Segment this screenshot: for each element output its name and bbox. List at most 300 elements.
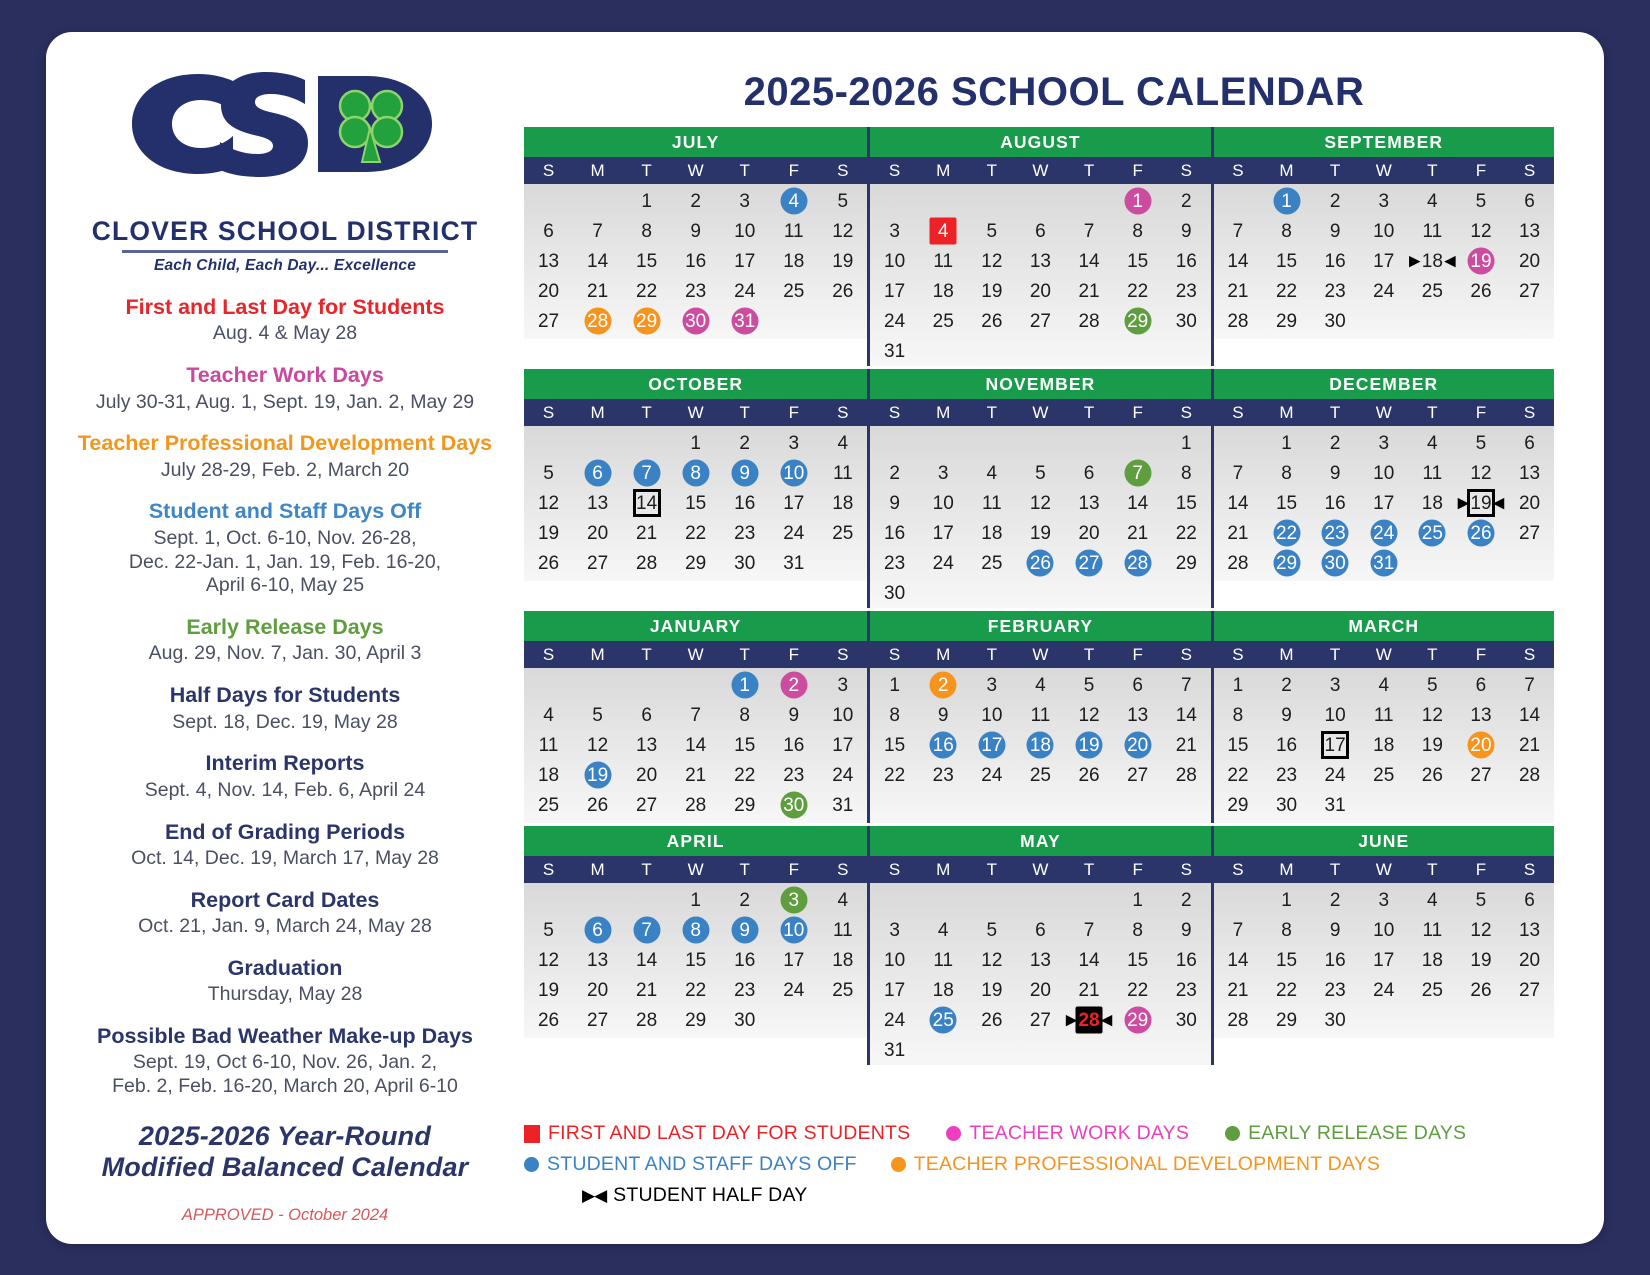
- day-cell[interactable]: [1214, 760, 1263, 790]
- day-cell[interactable]: [1505, 760, 1554, 790]
- day-cell[interactable]: [1162, 458, 1211, 488]
- day-cell[interactable]: [1311, 246, 1360, 276]
- day-cell[interactable]: [1359, 548, 1408, 578]
- day-cell[interactable]: [720, 885, 769, 915]
- day-cell[interactable]: [1505, 186, 1554, 216]
- day-cell[interactable]: [769, 790, 818, 820]
- day-cell[interactable]: [1113, 975, 1162, 1005]
- day-cell[interactable]: [1408, 975, 1457, 1005]
- day-cell[interactable]: [1457, 730, 1506, 760]
- day-cell[interactable]: [870, 216, 919, 246]
- day-cell[interactable]: [919, 518, 968, 548]
- day-cell[interactable]: [622, 700, 671, 730]
- day-cell[interactable]: [968, 276, 1017, 306]
- day-cell[interactable]: [968, 915, 1017, 945]
- day-cell[interactable]: [573, 518, 622, 548]
- day-cell[interactable]: [671, 730, 720, 760]
- day-cell[interactable]: [1505, 915, 1554, 945]
- day-cell[interactable]: [1505, 885, 1554, 915]
- day-cell[interactable]: [818, 276, 867, 306]
- day-cell[interactable]: [720, 276, 769, 306]
- day-cell[interactable]: [1065, 730, 1114, 760]
- day-cell[interactable]: [1113, 246, 1162, 276]
- day-cell[interactable]: [1311, 216, 1360, 246]
- day-cell[interactable]: [1262, 186, 1311, 216]
- day-cell[interactable]: [919, 548, 968, 578]
- day-cell[interactable]: [870, 578, 919, 608]
- day-cell[interactable]: [1016, 730, 1065, 760]
- day-cell[interactable]: [818, 518, 867, 548]
- day-cell[interactable]: [524, 458, 573, 488]
- day-cell[interactable]: [1065, 975, 1114, 1005]
- day-cell[interactable]: [1214, 458, 1263, 488]
- day-cell[interactable]: [524, 246, 573, 276]
- day-cell[interactable]: [1113, 915, 1162, 945]
- day-cell[interactable]: [1113, 1005, 1162, 1035]
- day-cell[interactable]: [1359, 700, 1408, 730]
- day-cell[interactable]: [1457, 885, 1506, 915]
- day-cell[interactable]: [919, 670, 968, 700]
- day-cell[interactable]: [1457, 760, 1506, 790]
- day-cell[interactable]: [1214, 730, 1263, 760]
- day-cell[interactable]: [1311, 428, 1360, 458]
- day-cell[interactable]: [573, 276, 622, 306]
- day-cell[interactable]: [968, 670, 1017, 700]
- day-cell[interactable]: [1457, 670, 1506, 700]
- day-cell[interactable]: [1457, 246, 1506, 276]
- day-cell[interactable]: [919, 458, 968, 488]
- day-cell[interactable]: [1162, 670, 1211, 700]
- day-cell[interactable]: [870, 246, 919, 276]
- day-cell[interactable]: [1016, 458, 1065, 488]
- day-cell[interactable]: [870, 670, 919, 700]
- day-cell[interactable]: [622, 945, 671, 975]
- day-cell[interactable]: [671, 186, 720, 216]
- day-cell[interactable]: [968, 488, 1017, 518]
- day-cell[interactable]: [1359, 915, 1408, 945]
- day-cell[interactable]: [818, 670, 867, 700]
- day-cell[interactable]: [671, 246, 720, 276]
- day-cell[interactable]: [720, 306, 769, 336]
- day-cell[interactable]: [919, 1005, 968, 1035]
- day-cell[interactable]: [1262, 488, 1311, 518]
- day-cell[interactable]: [1016, 945, 1065, 975]
- day-cell[interactable]: [1359, 885, 1408, 915]
- day-cell[interactable]: [870, 975, 919, 1005]
- day-cell[interactable]: [818, 428, 867, 458]
- day-cell[interactable]: [919, 975, 968, 1005]
- day-cell[interactable]: [1113, 276, 1162, 306]
- day-cell[interactable]: [1162, 548, 1211, 578]
- day-cell[interactable]: [1065, 548, 1114, 578]
- day-cell[interactable]: [1457, 700, 1506, 730]
- day-cell[interactable]: [1311, 790, 1360, 820]
- day-cell[interactable]: [919, 488, 968, 518]
- day-cell[interactable]: [1113, 548, 1162, 578]
- day-cell[interactable]: [818, 885, 867, 915]
- day-cell[interactable]: [1065, 1005, 1114, 1035]
- day-cell[interactable]: [671, 975, 720, 1005]
- day-cell[interactable]: [1214, 700, 1263, 730]
- day-cell[interactable]: [524, 216, 573, 246]
- day-cell[interactable]: [1016, 216, 1065, 246]
- day-cell[interactable]: [769, 186, 818, 216]
- day-cell[interactable]: [769, 216, 818, 246]
- day-cell[interactable]: [769, 760, 818, 790]
- day-cell[interactable]: [720, 730, 769, 760]
- day-cell[interactable]: [769, 458, 818, 488]
- day-cell[interactable]: [818, 216, 867, 246]
- day-cell[interactable]: [1113, 186, 1162, 216]
- day-cell[interactable]: [769, 428, 818, 458]
- day-cell[interactable]: [622, 790, 671, 820]
- day-cell[interactable]: [622, 975, 671, 1005]
- day-cell[interactable]: [1359, 458, 1408, 488]
- day-cell[interactable]: [1113, 458, 1162, 488]
- day-cell[interactable]: [622, 488, 671, 518]
- day-cell[interactable]: [1162, 306, 1211, 336]
- day-cell[interactable]: [968, 975, 1017, 1005]
- day-cell[interactable]: [622, 306, 671, 336]
- day-cell[interactable]: [818, 246, 867, 276]
- day-cell[interactable]: [818, 186, 867, 216]
- day-cell[interactable]: [1113, 945, 1162, 975]
- day-cell[interactable]: [1359, 975, 1408, 1005]
- day-cell[interactable]: [818, 945, 867, 975]
- day-cell[interactable]: [524, 306, 573, 336]
- day-cell[interactable]: [1065, 216, 1114, 246]
- day-cell[interactable]: [524, 730, 573, 760]
- day-cell[interactable]: [919, 276, 968, 306]
- day-cell[interactable]: [1162, 216, 1211, 246]
- day-cell[interactable]: [1457, 975, 1506, 1005]
- day-cell[interactable]: [524, 975, 573, 1005]
- day-cell[interactable]: [622, 518, 671, 548]
- day-cell[interactable]: [919, 700, 968, 730]
- day-cell[interactable]: [1408, 670, 1457, 700]
- day-cell[interactable]: [1359, 945, 1408, 975]
- day-cell[interactable]: [1505, 945, 1554, 975]
- day-cell[interactable]: [870, 760, 919, 790]
- day-cell[interactable]: [818, 975, 867, 1005]
- day-cell[interactable]: [622, 548, 671, 578]
- day-cell[interactable]: [720, 216, 769, 246]
- day-cell[interactable]: [1162, 428, 1211, 458]
- day-cell[interactable]: [1065, 760, 1114, 790]
- day-cell[interactable]: [769, 246, 818, 276]
- day-cell[interactable]: [1262, 915, 1311, 945]
- day-cell[interactable]: [671, 945, 720, 975]
- day-cell[interactable]: [818, 488, 867, 518]
- day-cell[interactable]: [671, 276, 720, 306]
- day-cell[interactable]: [1408, 186, 1457, 216]
- day-cell[interactable]: [622, 730, 671, 760]
- day-cell[interactable]: [1505, 518, 1554, 548]
- day-cell[interactable]: [1311, 276, 1360, 306]
- day-cell[interactable]: [1016, 915, 1065, 945]
- day-cell[interactable]: [1359, 428, 1408, 458]
- day-cell[interactable]: [1214, 945, 1263, 975]
- day-cell[interactable]: [1016, 518, 1065, 548]
- day-cell[interactable]: [1113, 306, 1162, 336]
- day-cell[interactable]: [524, 760, 573, 790]
- day-cell[interactable]: [720, 790, 769, 820]
- day-cell[interactable]: [1262, 1005, 1311, 1035]
- day-cell[interactable]: [1162, 276, 1211, 306]
- day-cell[interactable]: [1016, 306, 1065, 336]
- day-cell[interactable]: [720, 700, 769, 730]
- day-cell[interactable]: [573, 216, 622, 246]
- day-cell[interactable]: [870, 276, 919, 306]
- day-cell[interactable]: [1359, 246, 1408, 276]
- day-cell[interactable]: [1162, 246, 1211, 276]
- day-cell[interactable]: [1113, 216, 1162, 246]
- day-cell[interactable]: [1162, 760, 1211, 790]
- day-cell[interactable]: [573, 700, 622, 730]
- day-cell[interactable]: [1214, 518, 1263, 548]
- day-cell[interactable]: [1214, 488, 1263, 518]
- day-cell[interactable]: [622, 186, 671, 216]
- day-cell[interactable]: [524, 1005, 573, 1035]
- day-cell[interactable]: [524, 518, 573, 548]
- day-cell[interactable]: [1113, 730, 1162, 760]
- day-cell[interactable]: [524, 548, 573, 578]
- day-cell[interactable]: [769, 518, 818, 548]
- day-cell[interactable]: [1214, 1005, 1263, 1035]
- day-cell[interactable]: [622, 216, 671, 246]
- day-cell[interactable]: [1311, 730, 1360, 760]
- day-cell[interactable]: [1065, 945, 1114, 975]
- day-cell[interactable]: [1505, 216, 1554, 246]
- day-cell[interactable]: [1359, 216, 1408, 246]
- day-cell[interactable]: [671, 548, 720, 578]
- day-cell[interactable]: [1016, 548, 1065, 578]
- day-cell[interactable]: [720, 670, 769, 700]
- day-cell[interactable]: [870, 700, 919, 730]
- day-cell[interactable]: [671, 700, 720, 730]
- day-cell[interactable]: [1262, 700, 1311, 730]
- day-cell[interactable]: [1214, 216, 1263, 246]
- day-cell[interactable]: [1408, 246, 1457, 276]
- day-cell[interactable]: [1214, 246, 1263, 276]
- day-cell[interactable]: [1262, 518, 1311, 548]
- day-cell[interactable]: [1262, 428, 1311, 458]
- day-cell[interactable]: [1016, 488, 1065, 518]
- day-cell[interactable]: [1505, 975, 1554, 1005]
- day-cell[interactable]: [1262, 458, 1311, 488]
- day-cell[interactable]: [1311, 548, 1360, 578]
- day-cell[interactable]: [919, 760, 968, 790]
- day-cell[interactable]: [1162, 730, 1211, 760]
- day-cell[interactable]: [1311, 458, 1360, 488]
- day-cell[interactable]: [1262, 306, 1311, 336]
- day-cell[interactable]: [1457, 186, 1506, 216]
- day-cell[interactable]: [870, 458, 919, 488]
- day-cell[interactable]: [573, 458, 622, 488]
- day-cell[interactable]: [1162, 885, 1211, 915]
- day-cell[interactable]: [1162, 1005, 1211, 1035]
- day-cell[interactable]: [870, 945, 919, 975]
- day-cell[interactable]: [1311, 945, 1360, 975]
- day-cell[interactable]: [769, 700, 818, 730]
- day-cell[interactable]: [1359, 670, 1408, 700]
- day-cell[interactable]: [1214, 276, 1263, 306]
- day-cell[interactable]: [870, 488, 919, 518]
- day-cell[interactable]: [769, 488, 818, 518]
- day-cell[interactable]: [671, 915, 720, 945]
- day-cell[interactable]: [1214, 915, 1263, 945]
- day-cell[interactable]: [1262, 945, 1311, 975]
- day-cell[interactable]: [1505, 246, 1554, 276]
- day-cell[interactable]: [720, 186, 769, 216]
- day-cell[interactable]: [870, 915, 919, 945]
- day-cell[interactable]: [671, 1005, 720, 1035]
- day-cell[interactable]: [1408, 518, 1457, 548]
- day-cell[interactable]: [1408, 276, 1457, 306]
- day-cell[interactable]: [1505, 488, 1554, 518]
- day-cell[interactable]: [671, 216, 720, 246]
- day-cell[interactable]: [524, 700, 573, 730]
- day-cell[interactable]: [1457, 458, 1506, 488]
- day-cell[interactable]: [622, 1005, 671, 1035]
- day-cell[interactable]: [1065, 306, 1114, 336]
- day-cell[interactable]: [671, 428, 720, 458]
- day-cell[interactable]: [1162, 186, 1211, 216]
- day-cell[interactable]: [1359, 760, 1408, 790]
- day-cell[interactable]: [524, 276, 573, 306]
- day-cell[interactable]: [1016, 276, 1065, 306]
- day-cell[interactable]: [524, 945, 573, 975]
- day-cell[interactable]: [1311, 975, 1360, 1005]
- day-cell[interactable]: [1408, 216, 1457, 246]
- day-cell[interactable]: [1262, 730, 1311, 760]
- day-cell[interactable]: [1214, 548, 1263, 578]
- day-cell[interactable]: [1214, 306, 1263, 336]
- day-cell[interactable]: [720, 975, 769, 1005]
- day-cell[interactable]: [573, 548, 622, 578]
- day-cell[interactable]: [573, 945, 622, 975]
- day-cell[interactable]: [622, 246, 671, 276]
- day-cell[interactable]: [1311, 1005, 1360, 1035]
- day-cell[interactable]: [870, 306, 919, 336]
- day-cell[interactable]: [968, 216, 1017, 246]
- day-cell[interactable]: [769, 885, 818, 915]
- day-cell[interactable]: [1262, 790, 1311, 820]
- day-cell[interactable]: [1311, 885, 1360, 915]
- day-cell[interactable]: [968, 1005, 1017, 1035]
- day-cell[interactable]: [1505, 428, 1554, 458]
- day-cell[interactable]: [573, 915, 622, 945]
- day-cell[interactable]: [818, 700, 867, 730]
- day-cell[interactable]: [720, 246, 769, 276]
- day-cell[interactable]: [769, 730, 818, 760]
- day-cell[interactable]: [1262, 276, 1311, 306]
- day-cell[interactable]: [1311, 670, 1360, 700]
- day-cell[interactable]: [1457, 915, 1506, 945]
- day-cell[interactable]: [1311, 915, 1360, 945]
- day-cell[interactable]: [524, 488, 573, 518]
- day-cell[interactable]: [1162, 518, 1211, 548]
- day-cell[interactable]: [1016, 246, 1065, 276]
- day-cell[interactable]: [1113, 518, 1162, 548]
- day-cell[interactable]: [1214, 975, 1263, 1005]
- day-cell[interactable]: [1505, 458, 1554, 488]
- day-cell[interactable]: [769, 915, 818, 945]
- day-cell[interactable]: [671, 790, 720, 820]
- day-cell[interactable]: [1408, 700, 1457, 730]
- day-cell[interactable]: [1457, 428, 1506, 458]
- day-cell[interactable]: [769, 276, 818, 306]
- day-cell[interactable]: [968, 700, 1017, 730]
- day-cell[interactable]: [818, 790, 867, 820]
- day-cell[interactable]: [573, 730, 622, 760]
- day-cell[interactable]: [573, 306, 622, 336]
- day-cell[interactable]: [870, 518, 919, 548]
- day-cell[interactable]: [1016, 975, 1065, 1005]
- day-cell[interactable]: [818, 458, 867, 488]
- day-cell[interactable]: [1311, 306, 1360, 336]
- day-cell[interactable]: [1065, 276, 1114, 306]
- day-cell[interactable]: [671, 760, 720, 790]
- day-cell[interactable]: [1359, 276, 1408, 306]
- day-cell[interactable]: [1408, 428, 1457, 458]
- day-cell[interactable]: [1065, 518, 1114, 548]
- day-cell[interactable]: [1457, 276, 1506, 306]
- day-cell[interactable]: [622, 276, 671, 306]
- day-cell[interactable]: [671, 306, 720, 336]
- day-cell[interactable]: [1162, 945, 1211, 975]
- day-cell[interactable]: [1359, 488, 1408, 518]
- day-cell[interactable]: [870, 1035, 919, 1065]
- day-cell[interactable]: [1311, 760, 1360, 790]
- day-cell[interactable]: [1214, 670, 1263, 700]
- day-cell[interactable]: [1016, 1005, 1065, 1035]
- day-cell[interactable]: [1262, 975, 1311, 1005]
- day-cell[interactable]: [622, 760, 671, 790]
- day-cell[interactable]: [919, 246, 968, 276]
- day-cell[interactable]: [968, 730, 1017, 760]
- day-cell[interactable]: [968, 458, 1017, 488]
- day-cell[interactable]: [1162, 975, 1211, 1005]
- day-cell[interactable]: [671, 518, 720, 548]
- day-cell[interactable]: [573, 790, 622, 820]
- day-cell[interactable]: [720, 428, 769, 458]
- day-cell[interactable]: [919, 730, 968, 760]
- day-cell[interactable]: [1408, 915, 1457, 945]
- day-cell[interactable]: [1262, 216, 1311, 246]
- day-cell[interactable]: [919, 216, 968, 246]
- day-cell[interactable]: [671, 458, 720, 488]
- day-cell[interactable]: [1311, 488, 1360, 518]
- day-cell[interactable]: [1262, 885, 1311, 915]
- day-cell[interactable]: [870, 1005, 919, 1035]
- day-cell[interactable]: [1359, 518, 1408, 548]
- day-cell[interactable]: [720, 915, 769, 945]
- day-cell[interactable]: [919, 945, 968, 975]
- day-cell[interactable]: [1262, 670, 1311, 700]
- day-cell[interactable]: [1311, 518, 1360, 548]
- day-cell[interactable]: [1408, 760, 1457, 790]
- day-cell[interactable]: [671, 885, 720, 915]
- day-cell[interactable]: [870, 548, 919, 578]
- day-cell[interactable]: [720, 458, 769, 488]
- day-cell[interactable]: [1505, 730, 1554, 760]
- day-cell[interactable]: [524, 790, 573, 820]
- day-cell[interactable]: [1311, 700, 1360, 730]
- day-cell[interactable]: [1457, 518, 1506, 548]
- day-cell[interactable]: [720, 760, 769, 790]
- day-cell[interactable]: [720, 548, 769, 578]
